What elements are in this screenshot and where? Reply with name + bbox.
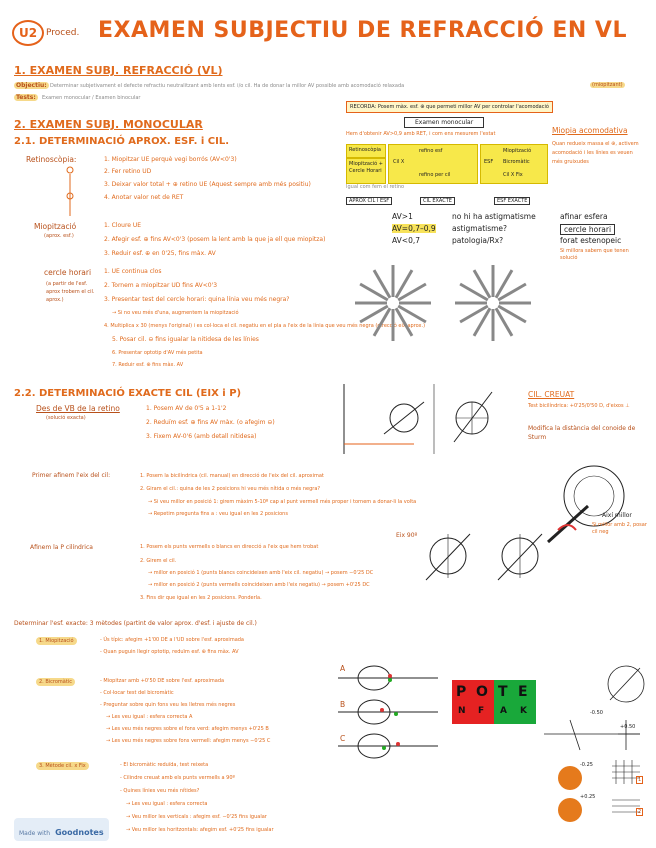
section22-heading: 2.2. DETERMINACIÓ EXACTE CIL (EIX i P) bbox=[14, 388, 242, 399]
primer-step-3: → Si veu millor en posició 1: girem màxim 5-10º cap al punt vermell més proper i tornem a donar-li la volta bbox=[148, 499, 417, 505]
tests-text: Examen monocular / Examen binocular bbox=[42, 95, 141, 101]
cercle-step-5: 5. Posar cil. ⊖ fins igualar la nitidesa de les línies bbox=[112, 336, 259, 343]
exam-diagram-subtitle: Hem d'obtenir AV>0,9 amb RET, i com ens mesurem l'estat bbox=[346, 131, 496, 137]
desde-step-3: 3. Fixem AV-0'6 (amb detall nitidesa) bbox=[146, 433, 257, 440]
av-table bbox=[392, 212, 642, 262]
av-desc-2: astigmatisme? bbox=[452, 224, 508, 233]
cross-cylinder-diagram bbox=[344, 384, 524, 464]
m1-line-1: - Ús típic: afegim +1'00 DE a l'UD sobre l'esf. aproximada bbox=[100, 637, 244, 643]
retino-step-2: 2. Fer retino UD bbox=[104, 168, 152, 175]
chart-letter-k: K bbox=[520, 706, 527, 716]
cercle-step-3b: → Si no veu més d'una, augmentem la miopització bbox=[112, 310, 239, 316]
small-label-2: +0.50 bbox=[620, 724, 636, 730]
chart-letter-t: T bbox=[498, 684, 508, 700]
diag-label-a: A bbox=[340, 664, 346, 673]
av-cond-1: AV>1 bbox=[392, 212, 413, 221]
section21-heading: 2.1. DETERMINACIÓ APROX. ESF. i CIL. bbox=[14, 136, 230, 147]
m3-label: 3. Mètode cil. x Fix bbox=[36, 762, 89, 770]
miopia-note-title: Miopia acomodativa bbox=[552, 126, 628, 135]
m2-line-6: → Les veu més negres sobre fons vermell: afegim menys −0'25 C bbox=[106, 738, 271, 744]
m3-line-1: - El bicromàtic reduïda, test reixeta bbox=[120, 762, 209, 768]
desde-step-1: 1. Posem AV de 0'5 a 1-1'2 bbox=[146, 405, 227, 412]
miop-sub: (aprox. esf.) bbox=[44, 233, 74, 239]
afinem-step-3: → millor en posició 1 (punts blancs coincideixen amb l'eix cil. negatiu) → posem −0'25 DC bbox=[148, 570, 374, 576]
small-label-5: 1 bbox=[638, 777, 642, 783]
goodnotes-text: Goodnotes bbox=[55, 828, 104, 837]
m2-label: 2. Bicromàtic bbox=[36, 678, 75, 686]
retino-step-3: 3. Deixar valor total + ⊕ retino UE (Aquest sempre amb més positiu) bbox=[104, 181, 311, 188]
primer-step-2: 2. Giram el cil.: quina de les 2 posicions hi veu més nítida o més negra? bbox=[140, 486, 321, 492]
made-with-text: Made with bbox=[19, 830, 50, 837]
bichrome-chart bbox=[452, 680, 536, 724]
av-cond-3: AV<0,7 bbox=[392, 236, 420, 245]
goodnotes-badge bbox=[14, 818, 109, 841]
chart-letter-e: E bbox=[518, 684, 528, 700]
retino-step-4: 4. Anotar valor net de RET bbox=[104, 194, 184, 201]
recorda-note: RECORDA: Posem màx. esf. ⊕ que permeti millor AV per controlar l'acomodació bbox=[346, 101, 553, 113]
objectiu-label: Objectiu: bbox=[16, 82, 47, 89]
diagram-box-esf: ESF Bicromàtic Miopització Cil X Fix bbox=[480, 144, 548, 184]
chart-letter-o: O bbox=[476, 684, 488, 700]
cercle-step-7: 7. Reduir esf. ⊕ fins màx. AV bbox=[112, 362, 184, 368]
m3-line-3: - Quines línies veu més nítides? bbox=[120, 788, 200, 794]
aixi-sub: Si millor amb 2, posar cil neg bbox=[592, 522, 647, 535]
m3-line-6: → Veu millor les horitzontals: afegim esf. +0'25 fins igualar bbox=[126, 827, 274, 833]
cercle-step-6: 6. Presentar optotip d'AV més petita bbox=[112, 350, 203, 356]
small-label-6: 2 bbox=[638, 809, 642, 815]
afinem-step-5: 3. Fins dir que igual en les 2 posicions. Ponderla. bbox=[140, 595, 262, 601]
objectiu-text: Determinar subjetivament el defecte refractiu neutralitzant amb lents esf. i/o cil. Ha de donar la millor AV possible amb acomodació relaxada bbox=[50, 83, 405, 89]
afinem-step-1: 1. Posem els punts vermells o blancs en direcció a l'eix que hem trobat bbox=[140, 544, 319, 550]
grid-test-diagrams bbox=[540, 660, 650, 830]
diagram-label-aprox: APROX CIL I ESF bbox=[346, 197, 392, 205]
cercle-sub: (a partir de l'esf. aprox trobem el cil. aprox.) bbox=[46, 281, 95, 303]
av-result-3: forat estenopeic bbox=[560, 236, 622, 245]
chart-letter-n: N bbox=[458, 706, 466, 716]
cil-creuat-text: Test bicilíndrica: +0'25/0'50 D, d'eixos ⊥ bbox=[528, 403, 630, 409]
miop-step-3: 3. Reduir esf. ⊕ en 0'25, fins màx. AV bbox=[104, 250, 216, 257]
tests-label: Tests: bbox=[16, 94, 36, 101]
cercle-step-1: 1. UE continua clos bbox=[104, 268, 162, 275]
av-desc-1: no hi ha astigmatisme bbox=[452, 212, 536, 221]
retino-arrow-icon bbox=[60, 166, 80, 226]
diagram-foot: Igual com fem el retino bbox=[346, 184, 405, 190]
eye-focus-diagrams bbox=[338, 662, 448, 762]
small-label-1: -0.50 bbox=[590, 710, 603, 716]
afinem-step-2: 2. Girem el cil. bbox=[140, 558, 177, 564]
objectiu-tag: (miopitzant) bbox=[592, 82, 623, 88]
afinem-label: Afinem la P cilíndrica bbox=[30, 544, 93, 551]
diag-label-c: C bbox=[340, 734, 346, 743]
section2-heading: 2. EXAMEN SUBJ. MONOCULAR bbox=[14, 118, 203, 131]
av-result-1: afinar esfera bbox=[560, 212, 608, 221]
cercle-step-4: 4. Multiplica x 30 (menys l'original) i es col·loca el cil. negatiu en el pla a l'eix de la línia que veu més negra (direcció eix aprox.) bbox=[104, 323, 426, 329]
eix-label: Eix 90º bbox=[396, 532, 418, 539]
primer-step-1: 1. Posem la bicilíndrica (cil. manual) en direcció de l'eix del cil. aproximat bbox=[140, 473, 324, 479]
diagram-box-cil: refino esf Cil X refino per cil bbox=[388, 144, 478, 184]
primer-label: Primer afinem l'eix del cil: bbox=[32, 472, 111, 479]
av-desc-3: patologia/Rx? bbox=[452, 236, 504, 245]
m2-line-5: → Les veu més negres sobre el fons verd: afegim menys +0'25 B bbox=[106, 726, 269, 732]
desde-sub: (solució exacta) bbox=[46, 415, 86, 421]
diagram-label-cil: CIL EXACTE bbox=[420, 197, 455, 205]
chart-letter-a: A bbox=[500, 706, 507, 716]
cil-creuat-title: CIL. CREUAT bbox=[528, 390, 575, 399]
cercle-step-2: 2. Tornem a miopitzar UD fins AV<0'3 bbox=[104, 282, 218, 289]
aixi-millor: Així millor bbox=[602, 512, 632, 519]
av-result-2: cercle horari bbox=[560, 224, 615, 235]
small-label-3: -0.25 bbox=[580, 762, 593, 768]
exam-diagram-title: Examen monocular bbox=[404, 117, 484, 128]
m1-label: 1. Miopització bbox=[36, 637, 77, 645]
m2-line-3: - Preguntar sobre quin fons veu les lletres més negres bbox=[100, 702, 236, 708]
page-title: EXAMEN SUBJECTIU DE REFRACCIÓ EN VL bbox=[98, 18, 627, 43]
m2-line-4: → Les veu igual : esfera correcta A bbox=[106, 714, 193, 720]
m3-line-4: → Les veu igual : esfera correcta bbox=[126, 801, 208, 807]
retino-step-1: 1. Miopitzar UE perquè vegi borrós (AV<0'3) bbox=[104, 156, 237, 163]
diagram-label-esf: ESF EXACTE bbox=[494, 197, 530, 205]
afinem-step-4: → millor en posició 2 (punts vermells coincideixen amb l'eix negatiu) → posem +0'25 DC bbox=[148, 582, 370, 588]
cil-creuat-text2: Modifica la distància del conoide de Sturm bbox=[528, 425, 636, 441]
miopia-note-text: Quan redueix massa el ⊕, activem acomodació i les línies es veuen més gruixudes bbox=[552, 141, 639, 165]
clock-dial-icon bbox=[348, 258, 588, 348]
cercle-step-3: 3. Presentar test del cercle horari: quina línia veu més negra? bbox=[104, 296, 290, 303]
small-label-4: +0.25 bbox=[580, 794, 596, 800]
desde-label: Des de VB de la retino bbox=[36, 404, 120, 413]
chart-letter-p: P bbox=[456, 684, 467, 700]
av-note: Si millora sabem que tenen solució bbox=[560, 248, 629, 261]
m3-line-5: → Veu millor les verticals : afegim esf. −0'25 fins igualar bbox=[126, 814, 267, 820]
retino-label: Retinoscòpia: bbox=[26, 155, 77, 164]
section1-heading: 1. EXAMEN SUBJ. REFRACCIÓ (VL) bbox=[14, 64, 223, 77]
m1-line-2: - Quan puguin llegir optotip, reduïm esf. ⊕ fins màx. AV bbox=[100, 649, 239, 655]
miop-step-1: 1. Cloure UE bbox=[104, 222, 142, 229]
primer-step-4: → Repetim pregunta fins a : veu igual en les 2 posicions bbox=[148, 511, 288, 517]
miop-step-2: 2. Afegir esf. ⊕ fins AV<0'3 (posem la lent amb la que ja ell que miopitza) bbox=[104, 236, 326, 243]
cross-cylinder-handle-icon bbox=[528, 462, 648, 552]
unit-badge bbox=[12, 20, 44, 46]
miop-label: Miopització bbox=[34, 222, 77, 231]
cercle-label: cercle horari bbox=[44, 268, 92, 277]
m3-line-2: - Cilindre creuat amb els punts vermells a 90º bbox=[120, 775, 235, 781]
diag-label-b: B bbox=[340, 700, 346, 709]
desde-step-2: 2. Reduïm esf. ⊕ fins AV màx. (o afegim ⊖) bbox=[146, 419, 275, 426]
m2-line-1: - Miopitzar amb +0'50 DE sobre l'esf. aproximada bbox=[100, 678, 225, 684]
av-cond-2: AV=0,7–0,9 bbox=[392, 224, 436, 233]
sec3-heading: Determinar l'esf. exacte: 3 mètodes (partint de valor aprox. d'esf. i ajuste de cil.) bbox=[14, 620, 257, 627]
unit-badge-text: U2 bbox=[18, 26, 38, 40]
badge-suffix: Proced. bbox=[46, 28, 80, 38]
diagram-box-miop: Miopització + Cercle Horari bbox=[346, 158, 386, 184]
m2-line-2: - Col·locar test del bicromàtic bbox=[100, 690, 174, 696]
chart-letter-f: F bbox=[478, 706, 485, 716]
diagram-box-retino: Retinoscòpia bbox=[346, 144, 386, 158]
